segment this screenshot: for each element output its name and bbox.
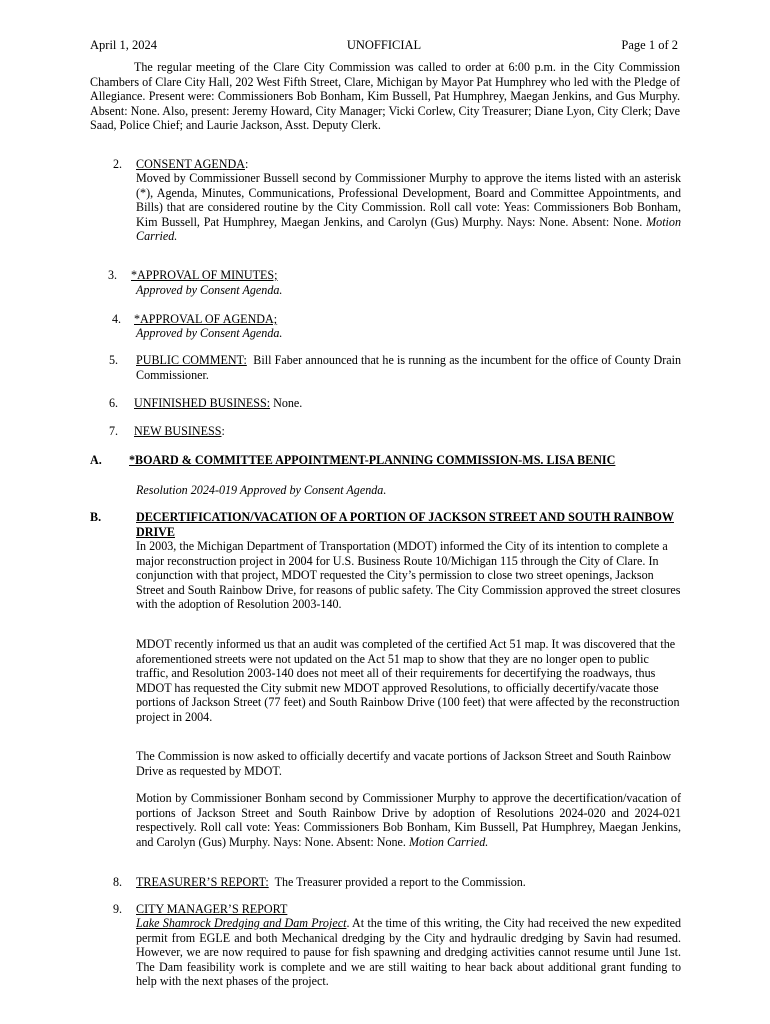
section-title: NEW BUSINESS bbox=[134, 424, 222, 438]
item-letter: B. bbox=[90, 510, 102, 524]
section-title: CITY MANAGER’S REPORT bbox=[136, 902, 288, 916]
consent-agenda-heading bbox=[136, 157, 681, 172]
treasurer-report-text: The Treasurer provided a report to the Commission. bbox=[274, 875, 526, 889]
consent-agenda-body bbox=[136, 171, 681, 244]
board-appointment-result: Resolution 2024-019 Approved by Consent Agenda. bbox=[136, 483, 387, 497]
section-title: *APPROVAL OF AGENDA; bbox=[134, 312, 278, 326]
intro-paragraph: The regular meeting of the Clare City Commission was called to order at 6:00 p.m. in the City Commission Chambers of Clare City Hall, 202 West Fifth Street, Clare, Michigan by Mayor Pat Humphrey who led with the Pledge of Allegiance. Present were: Commissioners Bob Bonham, Kim Bussell, Pat Humphrey, Maegan Jenkins, and Gus Murphy. Absent: None. Also, present: Jeremy Howard, City Manager; Vicki Corlew, City Treasurer; Diane Lyon, City Clerk; Dave Saad, Police Chief; and Laurie Jackson, Asst. Deputy Clerk. bbox=[90, 60, 680, 133]
unfinished-business bbox=[134, 396, 681, 411]
section-title: TREASURER’S REPORT: bbox=[136, 875, 269, 889]
new-business-heading bbox=[134, 424, 681, 439]
meeting-date: April 1, 2024 bbox=[90, 38, 158, 52]
motion-result: Motion Carried. bbox=[408, 834, 489, 849]
project-title: Lake Shamrock Dredging and Dam Project bbox=[136, 916, 347, 930]
item-number: 3. bbox=[108, 268, 118, 282]
draft-status: UNOFFICIAL bbox=[346, 38, 422, 52]
treasurer-report bbox=[136, 875, 681, 890]
motion-result: Motion Carried. bbox=[136, 214, 682, 244]
approval-agenda-heading bbox=[134, 312, 681, 327]
decertification-paragraph-1: In 2003, the Michigan Department of Transportation (MDOT) informed the City of its intention to complete a major reconstruction project in 2004 for U.S. Business Route 10/Michigan 115 through the City of Clare. In conjunction with that project, MDOT requested the City’s permission to close two street openings, Jackson Street and South Rainbow Drive, for reasons of public safety. The City Commission approved the street closures with the adoption of Resolution 2003-140. bbox=[136, 539, 681, 612]
city-manager-report bbox=[136, 916, 681, 989]
section-title: CONSENT AGENDA bbox=[136, 157, 245, 171]
public-comment bbox=[136, 353, 681, 382]
item-number: 2. bbox=[113, 157, 123, 171]
board-appointment-heading: *BOARD & COMMITTEE APPOINTMENT-PLANNING COMMISSION-MS. LISA BENIC bbox=[129, 453, 616, 467]
decertification-heading: DECERTIFICATION/VACATION OF A PORTION OF JACKSON STREET AND SOUTH RAINBOW DRIVE bbox=[136, 510, 674, 539]
decertification-paragraph-3: The Commission is now asked to officially decertify and vacate portions of Jackson Street and South Rainbow Drive as requested by MDOT. bbox=[136, 749, 672, 778]
city-manager-heading bbox=[136, 902, 681, 917]
item-number: 8. bbox=[113, 875, 123, 889]
page-header bbox=[90, 37, 678, 53]
approval-minutes-heading bbox=[131, 268, 681, 283]
public-comment-text: Bill Faber announced that he is running as the incumbent for the office of County Drain Commissioner. bbox=[136, 353, 682, 382]
heading-colon: : bbox=[221, 424, 225, 438]
motion-text: Moved by Commissioner Bussell second by Commissioner Murphy to approve the items listed with an asterisk (*), Agenda, Minutes, Communications, Professional Development, Board and Committee Appointments, and Bills) that are considered routine by the City Commission. Roll call vote: Yeas: Commissioners Bob Bonham, Kim Bussell, Pat Humphrey, Maegan Jenkins, and Carolyn (Gus) Murphy. Nays: None. Absent: None. bbox=[136, 171, 681, 229]
project-update-text: . At the time of this writing, the City had received the new expedited permit from EGLE and both Mechanical dredging by the City and hydraulic dredging by Savin had resumed. However, we are now required to pause for fish spawning and dredging activities cannot resume until June 1st. The Dam feasibility work is complete and we are still waiting to hear back about additional grant funding to help with the next phases of the project. bbox=[136, 916, 681, 989]
page-number: Page 1 of 2 bbox=[621, 38, 678, 52]
item-number: 6. bbox=[109, 396, 119, 410]
item-number: 7. bbox=[109, 424, 119, 438]
unfinished-business-text: None. bbox=[273, 396, 303, 410]
item-number: 9. bbox=[113, 902, 123, 916]
heading-colon: : bbox=[244, 157, 249, 171]
item-letter: A. bbox=[90, 453, 102, 467]
decertification-paragraph-2: MDOT recently informed us that an audit was completed of the certified Act 51 map. It was discovered that the aforementioned streets were not updated on the Act 51 map to show that they are no longer open to public traffic, and Resolution 2003-140 does not meet all of their requirements for decertifying the roadways, thus MDOT has requested the City submit new MDOT approved Resolutions, to officially decertify/vacate those portions of Jackson Street (77 feet) and South Rainbow Drive (100 feet) that were affected by the reconstruction project in 2004. bbox=[136, 637, 680, 724]
motion-text: Motion by Commissioner Bonham second by Commissioner Murphy to approve the decertification/vacation of portions of Jackson Street and South Rainbow Drive by adoption of Resolutions 2024-020 and 2024-021 respectively. Roll call vote: Yeas: Commissioners Bob Bonham, Kim Bussell, Pat Humphrey, Maegan Jenkins, and Carolyn (Gus) Murphy. Nays: None. Absent: None. bbox=[136, 791, 681, 849]
approval-agenda-result: Approved by Consent Agenda. bbox=[136, 326, 283, 340]
section-title: *APPROVAL OF MINUTES; bbox=[131, 268, 278, 282]
item-number: 5. bbox=[109, 353, 119, 367]
section-title: PUBLIC COMMENT: bbox=[136, 353, 247, 367]
section-title: UNFINISHED BUSINESS: bbox=[134, 396, 271, 410]
decertification-motion bbox=[136, 791, 681, 849]
item-number: 4. bbox=[112, 312, 122, 326]
approval-minutes-result: Approved by Consent Agenda. bbox=[136, 283, 283, 297]
